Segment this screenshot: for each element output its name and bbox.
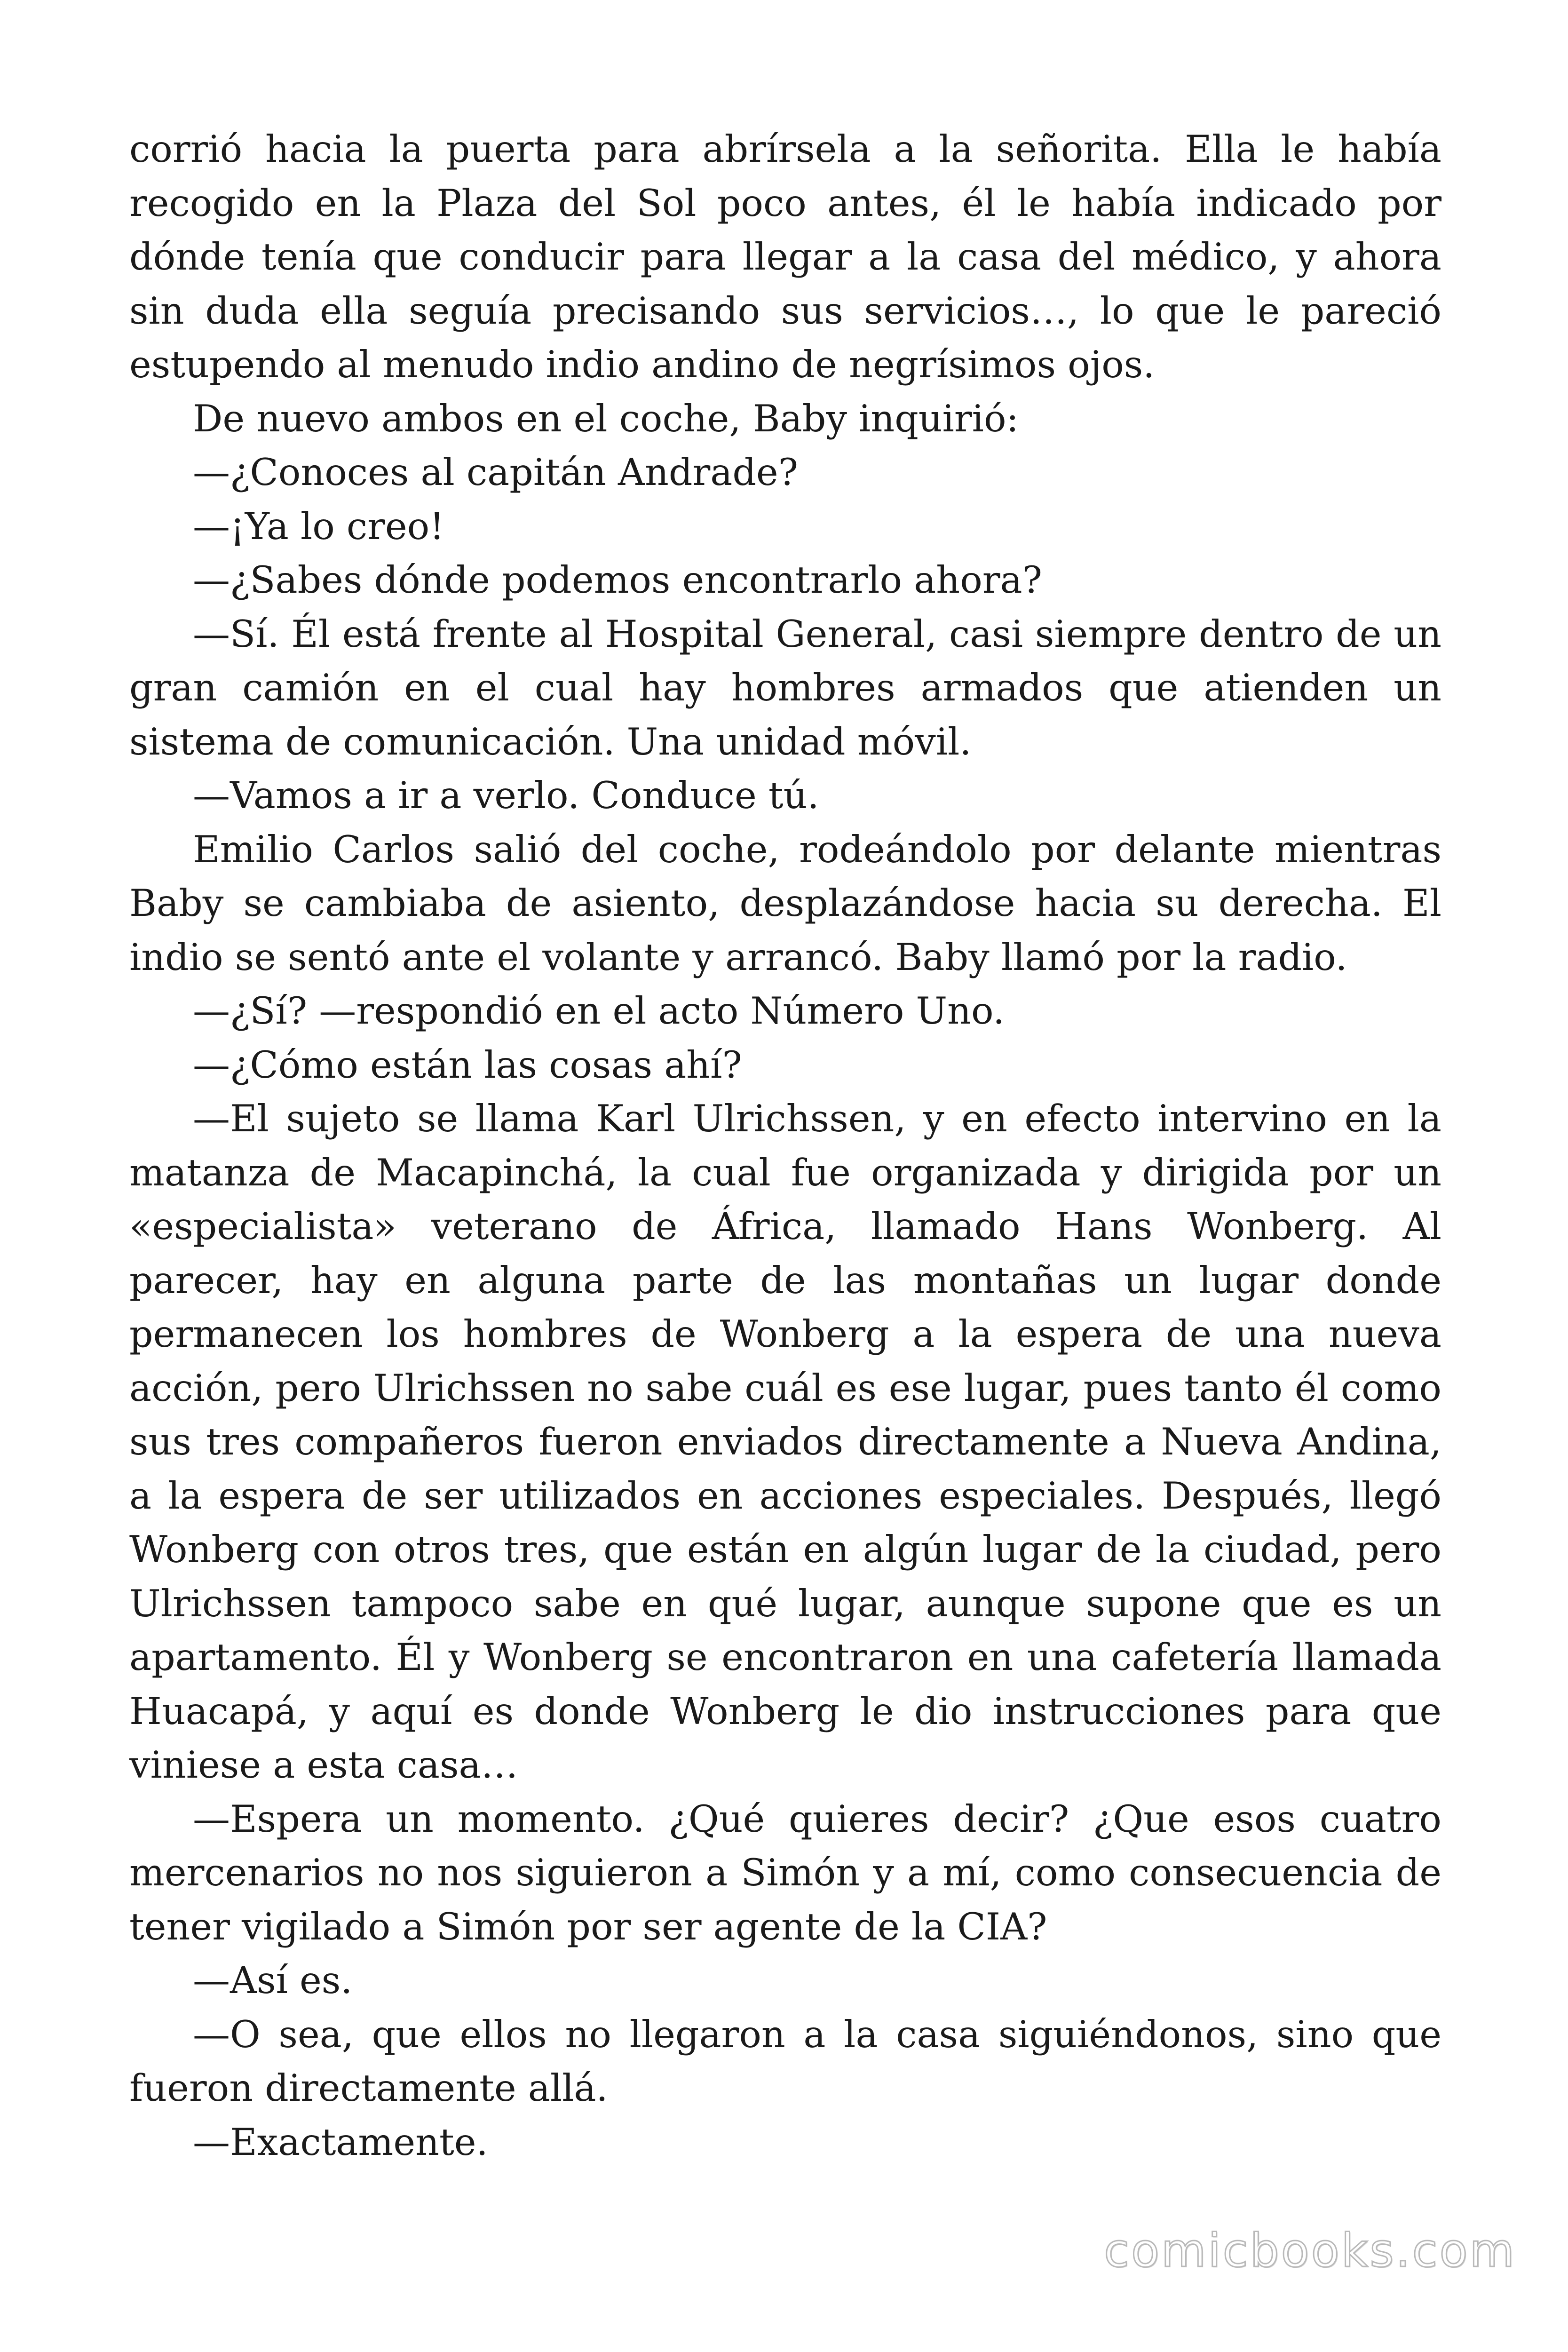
paragraph: —Exactamente.	[193, 2120, 488, 2164]
paragraph: —Sí. Él está frente al Hospital General, casi siempre dentro de un gran camión en el cual hay hombres armados que atienden un sistema de comunicación. Una unidad móvil.	[129, 612, 1441, 763]
paragraph: —¿Sí? —respondió en el acto Número Uno.	[193, 989, 1005, 1033]
paragraph: De nuevo ambos en el coche, Baby inquirió:	[193, 397, 1019, 440]
paragraph: —O sea, que ellos no llegaron a la casa siguiéndonos, sino que fueron directamente allá.	[129, 2012, 1441, 2110]
paragraph: —¿Conoces al capitán Andrade?	[193, 451, 798, 494]
paragraph: —¿Sabes dónde podemos encontrarlo ahora?	[193, 558, 1042, 602]
paragraph: Emilio Carlos salió del coche, rodeándolo por delante mientras Baby se cambiaba de asiento, desplazándose hacia su derecha. El indio se sentó ante el volante y arrancó. Baby llamó por la radio.	[129, 827, 1441, 979]
paragraph: —¡Ya lo creo!	[193, 504, 444, 548]
paragraph: —Vamos a ir a verlo. Conduce tú.	[193, 774, 819, 817]
paragraph: corrió hacia la puerta para abrírsela a la señorita. Ella le había recogido en la Plaza del Sol poco antes, él le había indicado por dónde tenía que conducir para llegar a la casa del médico, y ahora sin duda ella seguía precisando sus servicios…, lo que le pareció estupendo al menudo indio andino de negrísimos ojos.	[129, 127, 1441, 386]
paragraph: —El sujeto se llama Karl Ulrichssen, y en efecto intervino en la matanza de Macapinchá, la cual fue organizada y dirigida por un «especialista» veterano de África, llamado Hans Wonberg. Al parecer, hay en alguna parte de las montañas un lugar donde permanecen los hombres de Wonberg a la espera de una nueva acción, pero Ulrichssen no sabe cuál es ese lugar, pues tanto él como sus tres compañeros fueron enviados directamente a Nueva Andina, a la espera de ser utilizados en acciones especiales. Después, llegó Wonberg con otros tres, que están en algún lugar de la ciudad, pero Ulrichssen tampoco sabe en qué lugar, aunque supone que es un apartamento. Él y Wonberg se encontraron en una cafetería llamada Huacapá, y aquí es donde Wonberg le dio instrucciones para que viniese a esta casa…	[129, 1097, 1441, 1787]
page-body	[129, 122, 1441, 2169]
paragraph: —Espera un momento. ¿Qué quieres decir? ¿Que esos cuatro mercenarios no nos siguieron a Simón y a mí, como consecuencia de tener vigilado a Simón por ser agente de la CIA?	[129, 1797, 1441, 1948]
watermark: comicbooks.com	[1104, 2224, 1516, 2278]
paragraph: —Así es.	[193, 1959, 353, 2002]
paragraph: —¿Cómo están las cosas ahí?	[193, 1043, 742, 1087]
